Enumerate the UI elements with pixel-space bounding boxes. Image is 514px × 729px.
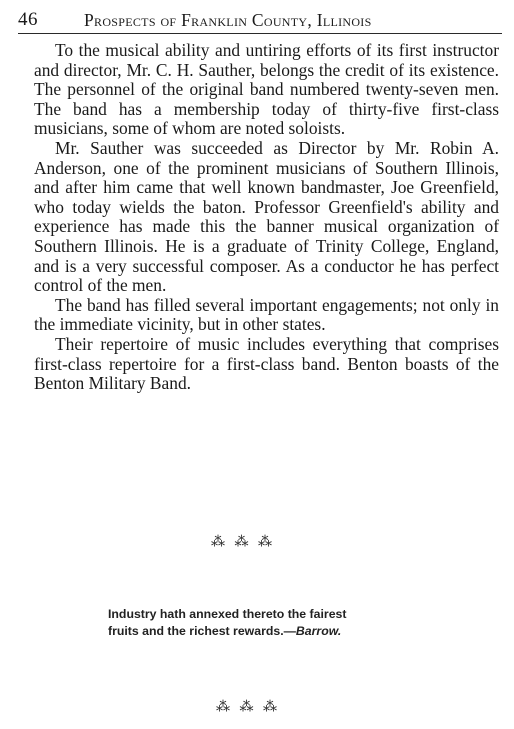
paragraph: The band has filled several important engagements; not only in the immediate vicinity, but in other states. bbox=[34, 294, 499, 335]
header-rule bbox=[18, 33, 502, 34]
quote-line bbox=[108, 623, 408, 640]
page-header bbox=[18, 8, 502, 32]
body-text bbox=[34, 41, 499, 394]
paragraph: Their repertoire of music includes everything that comprises first-class repertoire for a first-class band. Benton boasts of the Benton Military Band. bbox=[34, 333, 499, 394]
running-head: Prospects of Franklin County, Illinois bbox=[84, 10, 372, 30]
quote-line: Industry hath annexed thereto the fairest bbox=[108, 607, 347, 621]
quote-author: Barrow. bbox=[295, 624, 342, 638]
epigraph-quote bbox=[108, 606, 408, 640]
paragraph: To the musical ability and untiring efforts of its first instructor and director, Mr. C. H. Sauther, belongs the credit of its existence. The personnel of the original band numbered twenty-seven men. The band has a membership today of thirty-five first-class musicians, some of whom are noted soloists. bbox=[34, 40, 499, 139]
quote-text: fruits and the richest rewards.— bbox=[108, 624, 296, 638]
paragraph: Mr. Sauther was succeeded as Director by Mr. Robin A. Anderson, one of the prominent musicians of Southern Illinois, and after him came that well known bandmaster, Joe Greenfield, who today wields the baton. Professor Greenfield's ability and experience has made this the banner musical organization of Southern Illinois. He is a graduate of Trinity College, England, and is a very successful composer. As a conductor he has perfect control of the men. bbox=[34, 137, 499, 296]
ornament-divider-bottom: ⁂ ⁂ ⁂ bbox=[216, 700, 280, 715]
ornament-divider-top: ⁂ ⁂ ⁂ bbox=[211, 535, 275, 550]
page-number: 46 bbox=[18, 9, 38, 30]
